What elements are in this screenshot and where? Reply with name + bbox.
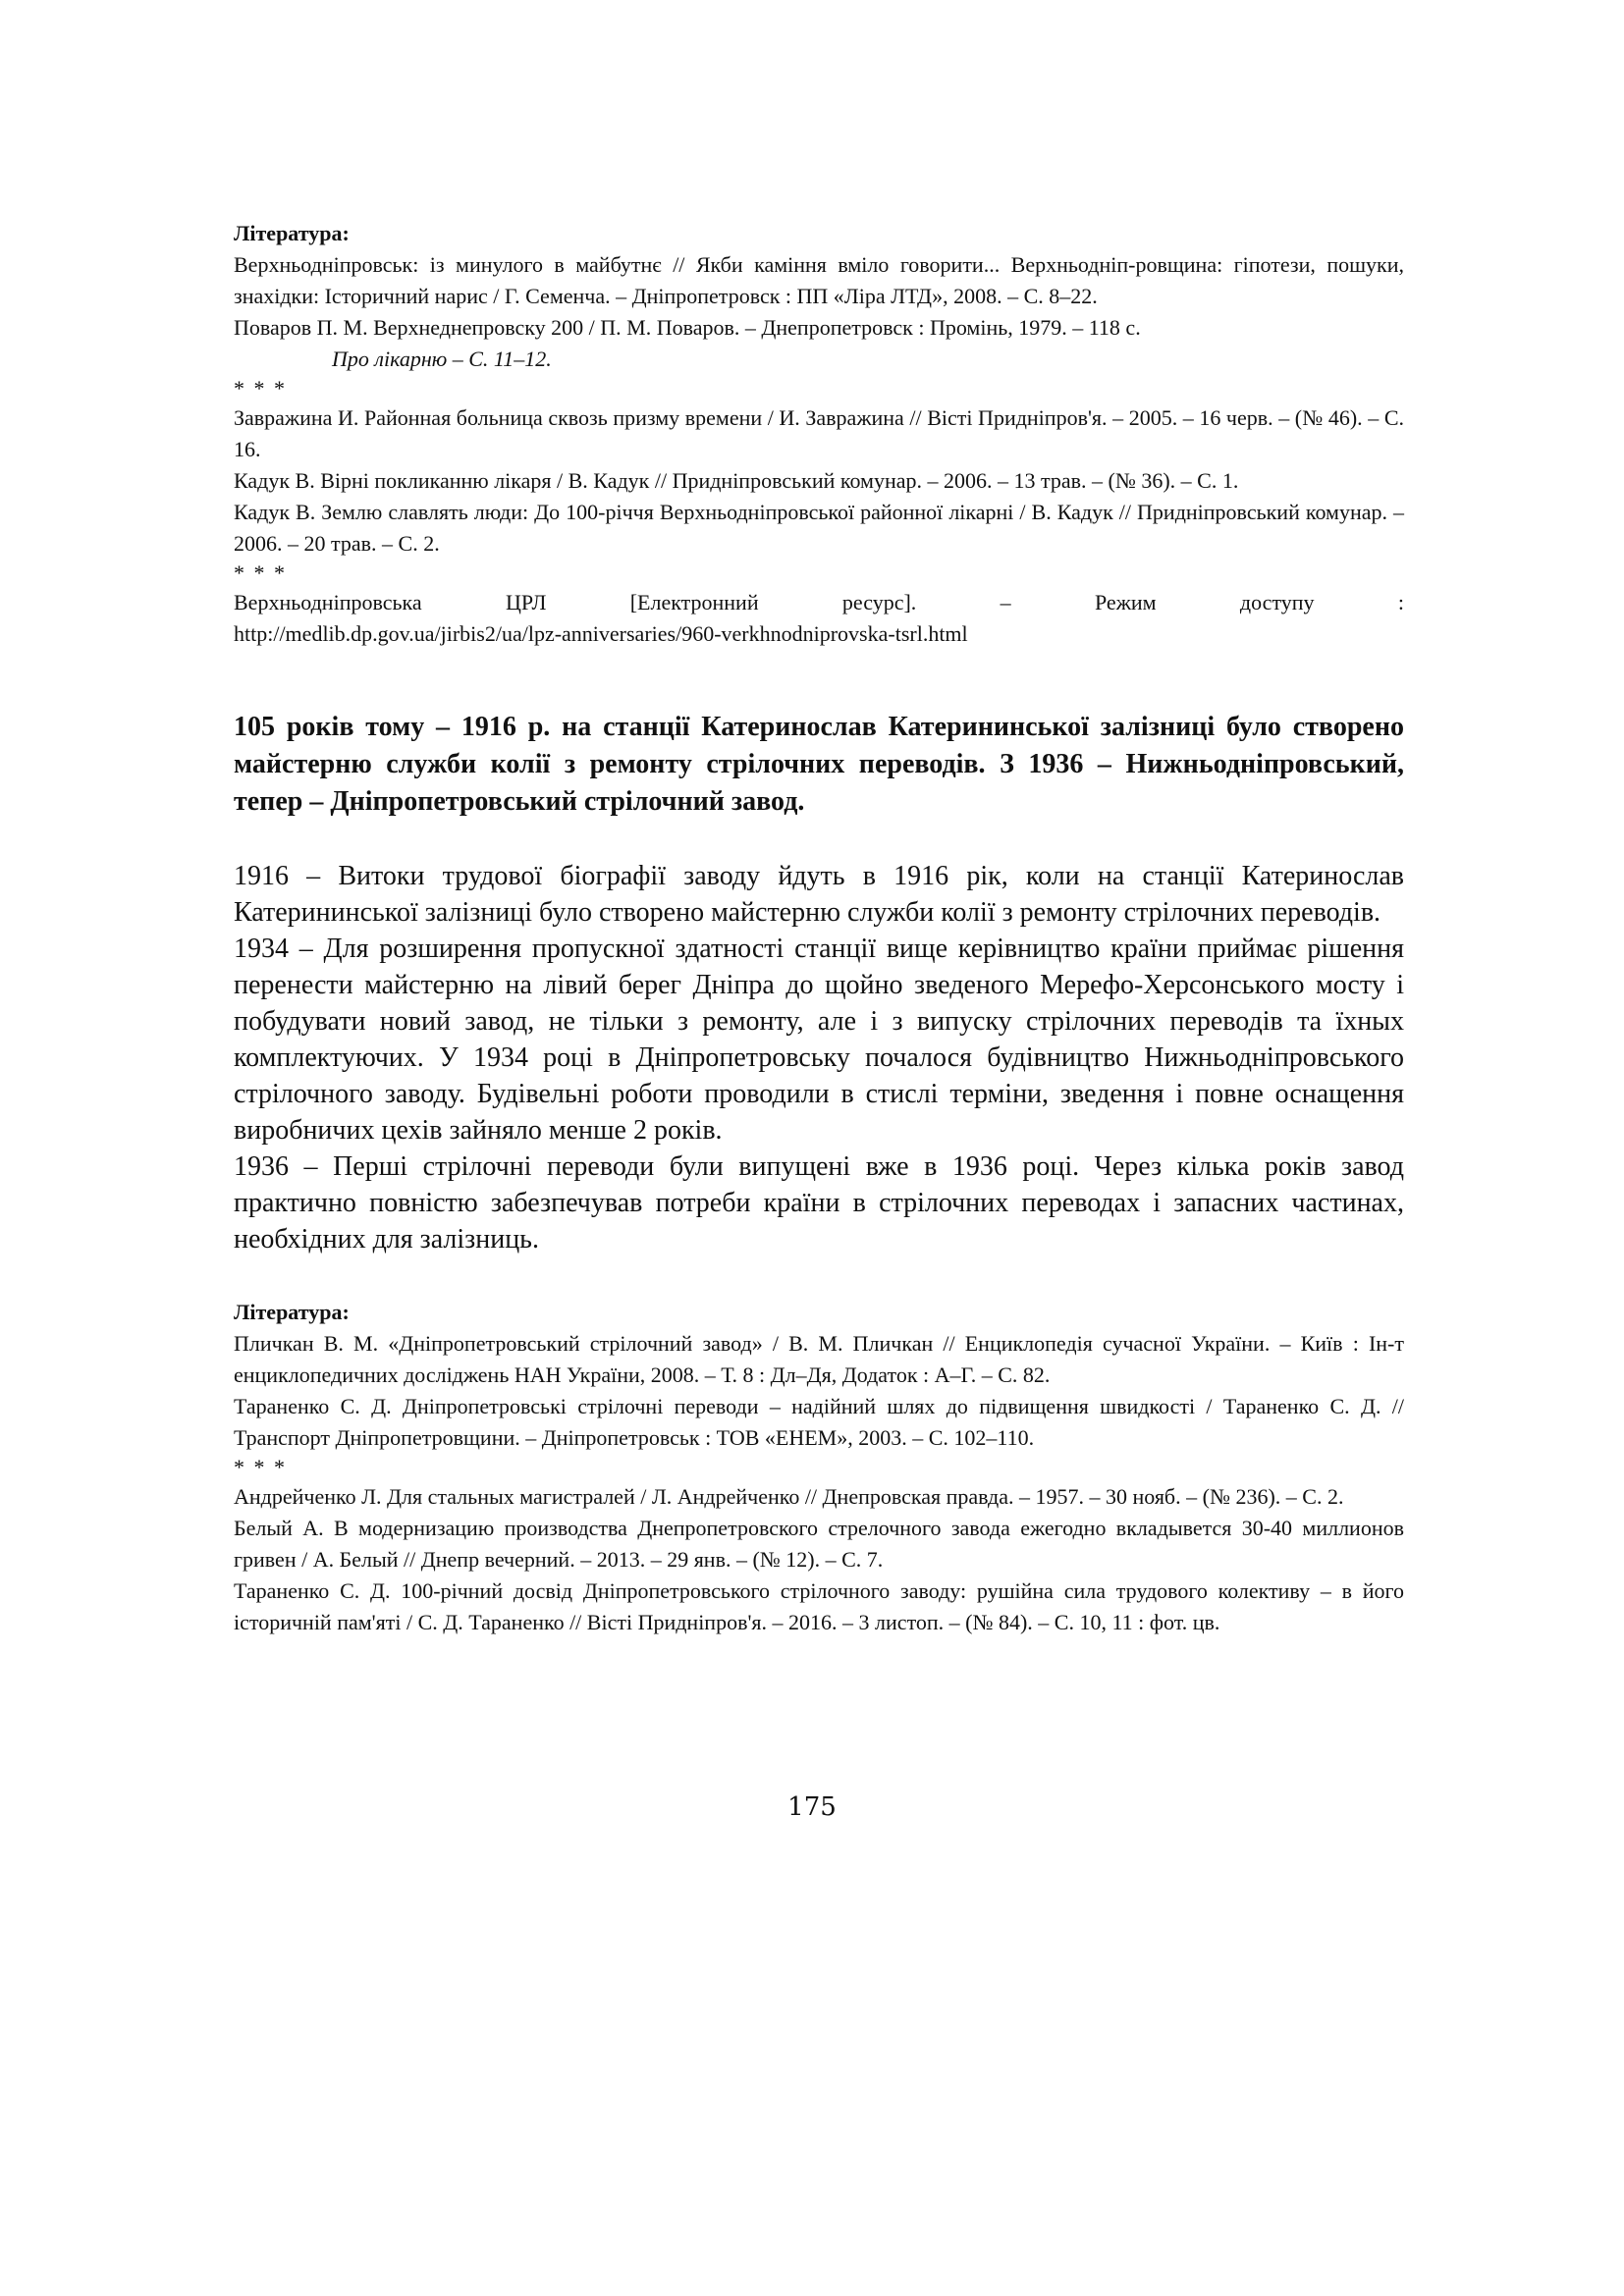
electronic-resource-entry: Верхньодніпровська ЦРЛ [Електронний ресурс]. – Режим доступу : <box>234 590 1404 614</box>
body-paragraph: 1936 – Перші стрілочні переводи були випущені вже в 1936 році. Через кілька років завод практично повністю забезпечував потреби країни в стрілочних переводах і запасних частинах, необхідних для залізниць. <box>234 1151 1404 1255</box>
reference-note: Про лікарню – С. 11–12. <box>332 347 552 371</box>
section-body <box>234 858 1404 1257</box>
reference-entry: Кадук В. Землю славлять люди: До 100-річчя Верхньодніпровської районної лікарні / В. Кадук // Придніпровський комунар. – 2006. – 20 трав. – С. 2. <box>234 500 1404 556</box>
reference-entry: Поваров П. М. Верхнеднепровску 200 / П. М. Поваров. – Днепропетровск : Промінь, 1979. – 118 с. <box>234 315 1141 340</box>
reference-entry: Андрейченко Л. Для стальных магистралей / Л. Андрейченко // Днепровская правда. – 1957. – 30 нояб. – (№ 236). – С. 2. <box>234 1484 1344 1509</box>
literature-heading: Література: <box>234 1300 350 1324</box>
separator-stars: * * * <box>234 1455 287 1479</box>
electronic-resource-url: http://medlib.dp.gov.ua/jirbis2/ua/lpz-anniversaries/960-verkhnodniprovska-tsrl.html <box>234 621 968 646</box>
page-content <box>234 218 1404 1638</box>
body-paragraph: 1934 – Для розширення пропускної здатності станції вище керівництво країни приймає рішення перенести майстерню на лівий берег Дніпра до щойно зведеного Мерефо-Херсонського мосту і побудувати новий завод, не тільки з ремонту, але і з випуску стрілочних переводів та їхных комплектуючих. У 1934 році в Дніпропетровську почалося будівництво Нижньодніпровського стрілочного заводу. Будівельні роботи проводили в стислі терміни, зведення і повне оснащення виробничих цехів зайняло менше 2 років. <box>234 934 1404 1146</box>
page-number: 175 <box>787 1792 837 1822</box>
separator-stars: * * * <box>234 561 287 585</box>
body-paragraph: 1916 – Витоки трудової біографії заводу йдуть в 1916 рік, коли на станції Катеринослав Катерининської залізниці було створено майстерню служби колії з ремонту стрілочних переводів. <box>234 861 1404 928</box>
reference-entry: Верхньодніпровськ: із минулого в майбутнє // Якби каміння вміло говорити... Верхньодніп-ровщина: гіпотези, пошуки, знахідки: Історичний нарис / Г. Семенча. – Дніпропетровск : ПП «Ліра ЛТД», 2008. – С. 8–22. <box>234 252 1404 308</box>
reference-entry: Белый А. В модернизацию производства Днепропетровского стрелочного завода ежегодно вкладывется 30-40 миллионов гривен / А. Белый // Днепр вечерний. – 2013. – 29 янв. – (№ 12). – С. 7. <box>234 1516 1404 1572</box>
literature-block-1 <box>234 218 1404 650</box>
section-heading: 105 років тому – 1916 р. на станції Катеринослав Катерининської залізниці було створено майстерню служби колії з ремонту стрілочних переводів. З 1936 – Нижньодніпровський, тепер – Дніпропетровський стрілочний завод. <box>234 712 1404 817</box>
literature-block-2 <box>234 1297 1404 1638</box>
reference-entry: Пличкан В. М. «Дніпропетровський стрілочний завод» / В. М. Пличкан // Енциклопедія сучасної України. – Київ : Ін-т енциклопедичних досліджень НАН України, 2008. – Т. 8 : Дл–Дя, Додаток : А–Г. – С. 82. <box>234 1331 1404 1387</box>
separator-stars: * * * <box>234 376 287 400</box>
reference-entry: Завражина И. Районная больница сквозь призму времени / И. Завражина // Вісті Придніпров'я. – 2005. – 16 черв. – (№ 46). – С. 16. <box>234 405 1404 461</box>
literature-heading: Література: <box>234 221 350 245</box>
reference-entry: Кадук В. Вірні покликанню лікаря / В. Кадук // Придніпровський комунар. – 2006. – 13 трав. – (№ 36). – С. 1. <box>234 468 1239 493</box>
reference-entry: Тараненко С. Д. Дніпропетровські стрілочні переводи – надійний шлях до підвищення швидкості / Тараненко С. Д. // Транспорт Дніпропетровщини. – Дніпропетровськ : ТОВ «ЕНЕМ», 2003. – С. 102–110. <box>234 1394 1404 1450</box>
reference-entry: Тараненко С. Д. 100-річний досвід Дніпропетровського стрілочного заводу: рушійна сила трудового колективу – в його історичній пам'яті / С. Д. Тараненко // Вісті Придніпров'я. – 2016. – 3 листоп. – (№ 84). – С. 10, 11 : фот. цв. <box>234 1578 1404 1634</box>
